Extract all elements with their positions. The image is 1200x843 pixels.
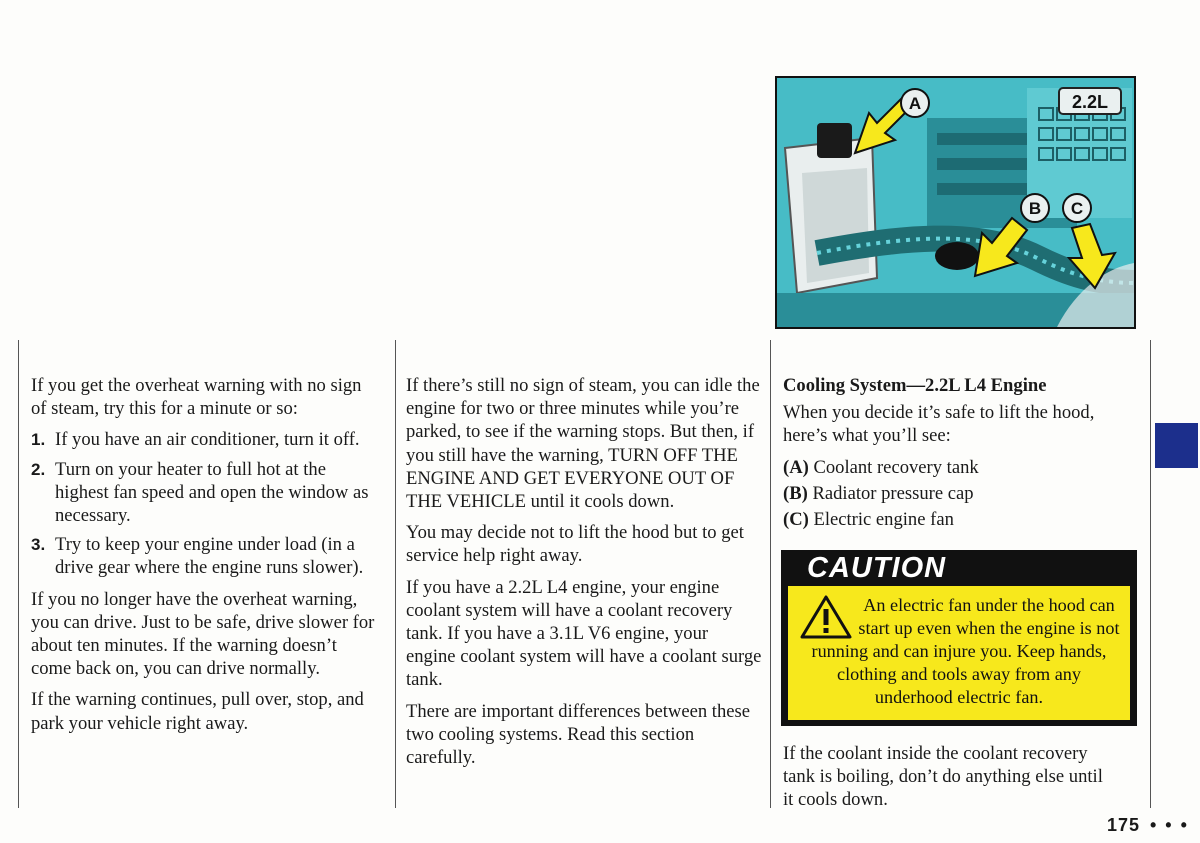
caution-text: An electric fan under the hood can start up even when the engine is not running and can injure you. Keep hands, clothing and tools away from any underhood electric fan. — [811, 595, 1120, 707]
caution-title: CAUTION — [807, 552, 947, 584]
section-tab-marker — [1155, 423, 1198, 468]
legend-key: (C) — [783, 509, 809, 531]
boiling-note — [783, 742, 1113, 820]
page-number: 175 — [1107, 815, 1141, 835]
legend-key: (B) — [783, 482, 808, 504]
left-column — [31, 374, 381, 743]
hood-paragraph: You may decide not to lift the hood but to get service help right away. — [406, 522, 744, 567]
step-item — [31, 428, 381, 451]
column-rule-middle-right — [770, 340, 771, 808]
column-rule-left — [18, 340, 19, 808]
engine-illustration — [777, 78, 1134, 327]
hood-intro: When you decide it’s safe to lift the hood, here’s what you’ll see: — [783, 402, 1095, 447]
step-number: 1. — [31, 430, 46, 450]
legend-text: Coolant recovery tank — [813, 456, 979, 478]
step-number: 3. — [31, 535, 46, 555]
drive-paragraph: If you no longer have the overheat warning, you can drive. Just to be safe, drive slower for about ten minutes. If the warning doesn’t come back on, you can drive normally. — [31, 588, 375, 680]
callout-b-label: B — [1028, 199, 1042, 218]
middle-column — [406, 374, 762, 777]
legend-item — [783, 482, 1143, 505]
tank-paragraph: If you have a 2.2L L4 engine, your engine coolant system will have a coolant recovery tank. If you have a 3.1L V6 engine, your engine coolant system will have a coolant surge tank. — [406, 576, 762, 691]
warning-triangle-icon — [800, 594, 852, 640]
engine-photo — [775, 76, 1136, 329]
steps-list — [31, 428, 381, 579]
engine-label: 2.2L — [1071, 92, 1109, 112]
overheat-intro: If you get the overheat warning with no sign of steam, try this for a minute or so: — [31, 375, 362, 420]
callout-a-label: A — [908, 94, 922, 113]
column-rule-middle-left — [395, 340, 396, 808]
step-item — [31, 533, 381, 579]
caution-box — [781, 550, 1137, 726]
column-rule-right — [1150, 340, 1151, 808]
continue-paragraph: If the warning continues, pull over, stop, and park your vehicle right away. — [31, 689, 364, 734]
step-text: Try to keep your engine under load (in a drive gear where the engine runs slower). — [55, 534, 364, 579]
caution-body — [788, 586, 1130, 720]
step-text: If you have an air conditioner, turn it off. — [55, 429, 360, 451]
steam-paragraph: If there’s still no sign of steam, you can idle the engine for two or three minutes while you’re parked, to see if the warning stops. But then, if you still have the warning, TURN OFF THE ENGINE AND GET EVERYONE OUT OF THE VEHICLE until it cools down. — [406, 375, 760, 513]
page-dots: • • • — [1150, 815, 1189, 835]
legend-text: Electric engine fan — [813, 509, 954, 531]
boiling-paragraph: If the coolant inside the coolant recovery tank is boiling, don’t do anything else until it cools down. — [783, 743, 1103, 811]
legend-key: (A) — [783, 456, 809, 478]
callout-c-label: C — [1070, 199, 1084, 218]
differences-paragraph: There are important differences between these two cooling systems. Read this section carefully. — [406, 700, 750, 769]
right-column — [783, 374, 1143, 534]
legend-item — [783, 508, 1143, 531]
step-number: 2. — [31, 459, 46, 479]
legend-item — [783, 456, 1143, 479]
step-item — [31, 458, 381, 528]
section-heading: Cooling System—2.2L L4 Engine — [783, 375, 1047, 396]
step-text: Turn on your heater to full hot at the highest fan speed and open the window as necessary. — [55, 458, 369, 527]
legend-text: Radiator pressure cap — [812, 482, 974, 504]
